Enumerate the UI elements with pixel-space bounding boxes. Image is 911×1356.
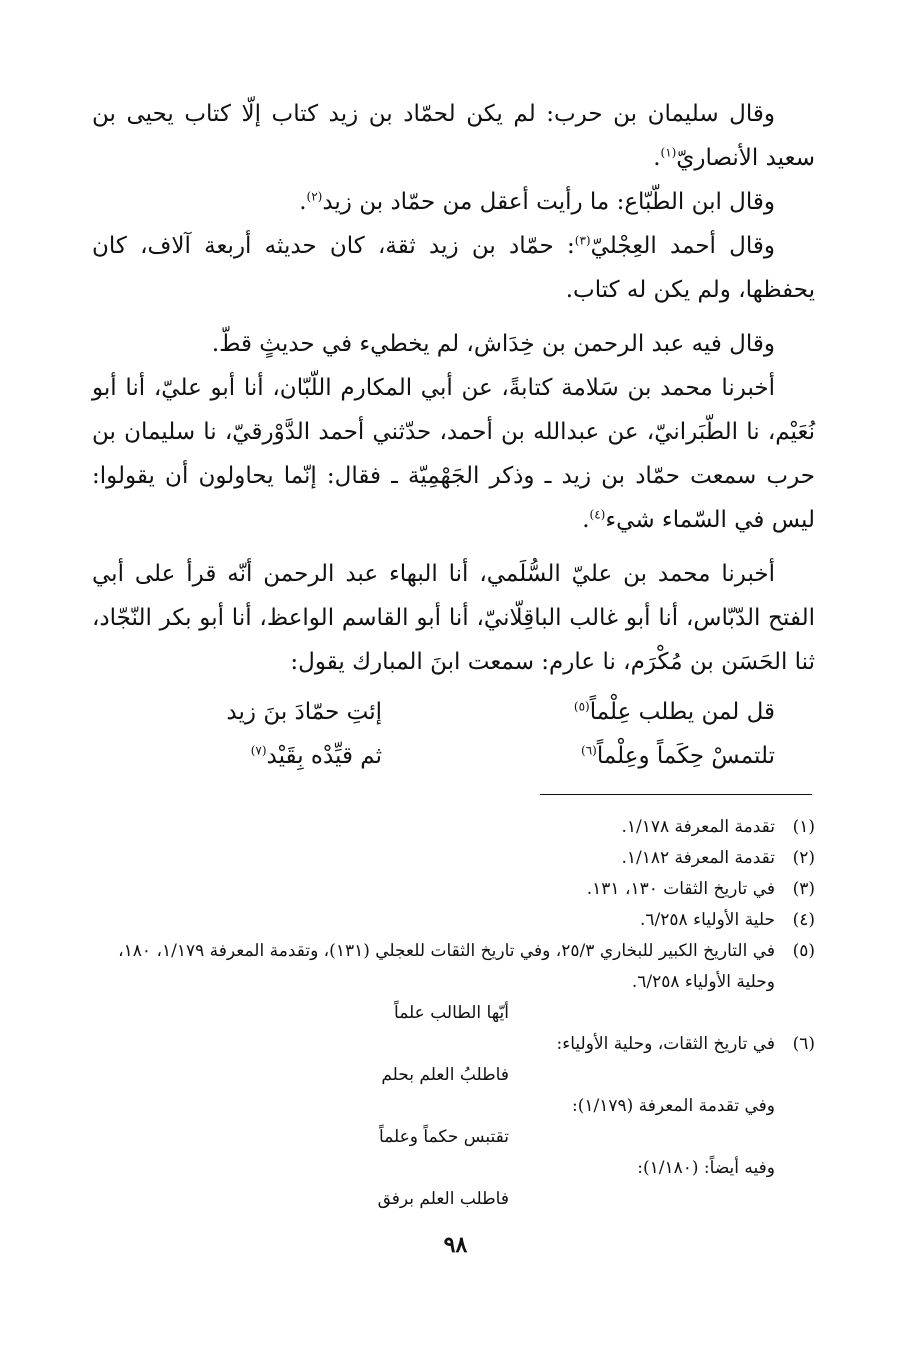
footnote-ref[interactable]: (٤) (589, 507, 606, 522)
paragraph: وقال ابن الطّبّاع: ما رأيت أعقل من حمّاد بن زيد$^{(٢)}$. (299, 189, 775, 215)
footnotes (92, 812, 815, 1215)
footnote-text: في تاريخ الثقات، وحلية الأولياء: (556, 1034, 775, 1054)
paragraph: وقال فيه عبد الرحمن بن خِدَاش، لم يخطيء في حديثٍ قطّ. (211, 331, 775, 357)
footnote-number: (١) (792, 817, 815, 837)
footnote-ref[interactable]: (٣) (574, 233, 591, 248)
footnote (92, 936, 815, 998)
footnote-number: (٣) (792, 879, 815, 899)
main-text (92, 92, 815, 778)
footnote-quote: أيّها الطالب علماً (394, 1003, 509, 1023)
footnote-ref[interactable]: (٥) (573, 699, 590, 714)
footnote-text: في التاريخ الكبير للبخاري ٢٥/٣، وفي تاريخ الثقات للعجلي (١٣١)، وتقدمة المعرفة ١/١٧٩، ١٨٠، وحلية الأولياء ٦/٢٥٨. (118, 941, 775, 992)
footnote (92, 905, 815, 936)
footnote-ref[interactable]: (١) (660, 145, 677, 160)
footnote-number: (٦) (792, 1034, 815, 1054)
footnote-number: (٥) (792, 941, 815, 961)
footnote-text: في تاريخ الثقات ١٣٠، ١٣١. (586, 879, 775, 899)
paragraph: أخبرنا محمد بن عليّ السُّلَمي، أنا البهاء عبد الرحمن أنّه قرأ على أبي الفتح الدّبّاس، أنا أبو غالب الباقِلّانيّ، أنا أبو القاسم الواعظ، أنا أبو بكر النّجّاد، ثنا الحَسَن بن مُكْرَم، نا عارم: سمعت ابنَ المبارك يقول: (92, 561, 815, 675)
footnote-text: حلية الأولياء ٦/٢٥٨. (640, 910, 775, 930)
hemistich: ثم قيِّدْه بِقَيْد$^{(٧)}$ (250, 743, 382, 769)
poem-verse (92, 690, 815, 734)
footnote (92, 843, 815, 874)
footnote-text: وفيه أيضاً: (١/١٨٠): (637, 1158, 775, 1178)
footnote-ref[interactable]: (٦) (581, 743, 597, 758)
footnote-number: (٢) (792, 848, 815, 868)
footnote (92, 1029, 815, 1060)
footnote (92, 812, 815, 843)
page-number: ٩٨ (443, 1232, 468, 1258)
footnote-quote: تقتبس حكماً وعلماً (379, 1127, 509, 1147)
hemistich: قل لمن يطلب عِلْماً$^{(٥)}$ (573, 699, 775, 725)
footnote-quote: فاطلب العلم برفق (377, 1189, 509, 1209)
paragraph: وقال سليمان بن حرب: لم يكن لحمّاد بن زيد كتاب إلّا كتاب يحيى بن سعيد الأنصاريّ$^{(١)}$. (92, 101, 815, 171)
hemistich: إئتِ حمّادَ بنَ زيد (226, 699, 382, 725)
poem-verse (92, 734, 815, 778)
footnote-text: وفي تقدمة المعرفة (١/١٧٩): (571, 1096, 775, 1116)
footnote-number: (٤) (792, 910, 815, 930)
footnote-text: تقدمة المعرفة ١/١٧٨. (621, 817, 775, 837)
footnote (92, 874, 815, 905)
footnote-text: تقدمة المعرفة ١/١٨٢. (621, 848, 775, 868)
poem (92, 690, 815, 778)
paragraph: وقال أحمد العِجْليّ$^{(٣)}$: حمّاد بن زيد ثقة، كان حديثه أربعة آلاف، كان يحفظها، ولم يكن له كتاب. (92, 233, 815, 303)
footnote-divider (540, 794, 812, 795)
hemistich: تلتمسْ حِكَماً وعِلْماً$^{(٦)}$ (581, 743, 775, 769)
paragraph: أخبرنا محمد بن سَلامة كتابةً، عن أبي المكارم اللّبّان، أنا أبو عليّ، أنا أبو نُعَيْم، نا الطّبَرانيّ، عن عبدالله بن أحمد، حدّثني أحمد الدَّوْرقيّ، نا سليمان بن حرب سمعت حمّاد بن زيد ـ وذكر الجَهْمِيّة ـ فقال: إنّما يحاولون أن يقولوا: ليس في السّماء شيء$^{(٤)}$. (92, 375, 815, 533)
footnote-ref[interactable]: (٢) (306, 189, 323, 204)
footnote-ref[interactable]: (٧) (250, 743, 267, 758)
footnote-quote: فاطلبُ العلم بحلم (381, 1065, 509, 1085)
